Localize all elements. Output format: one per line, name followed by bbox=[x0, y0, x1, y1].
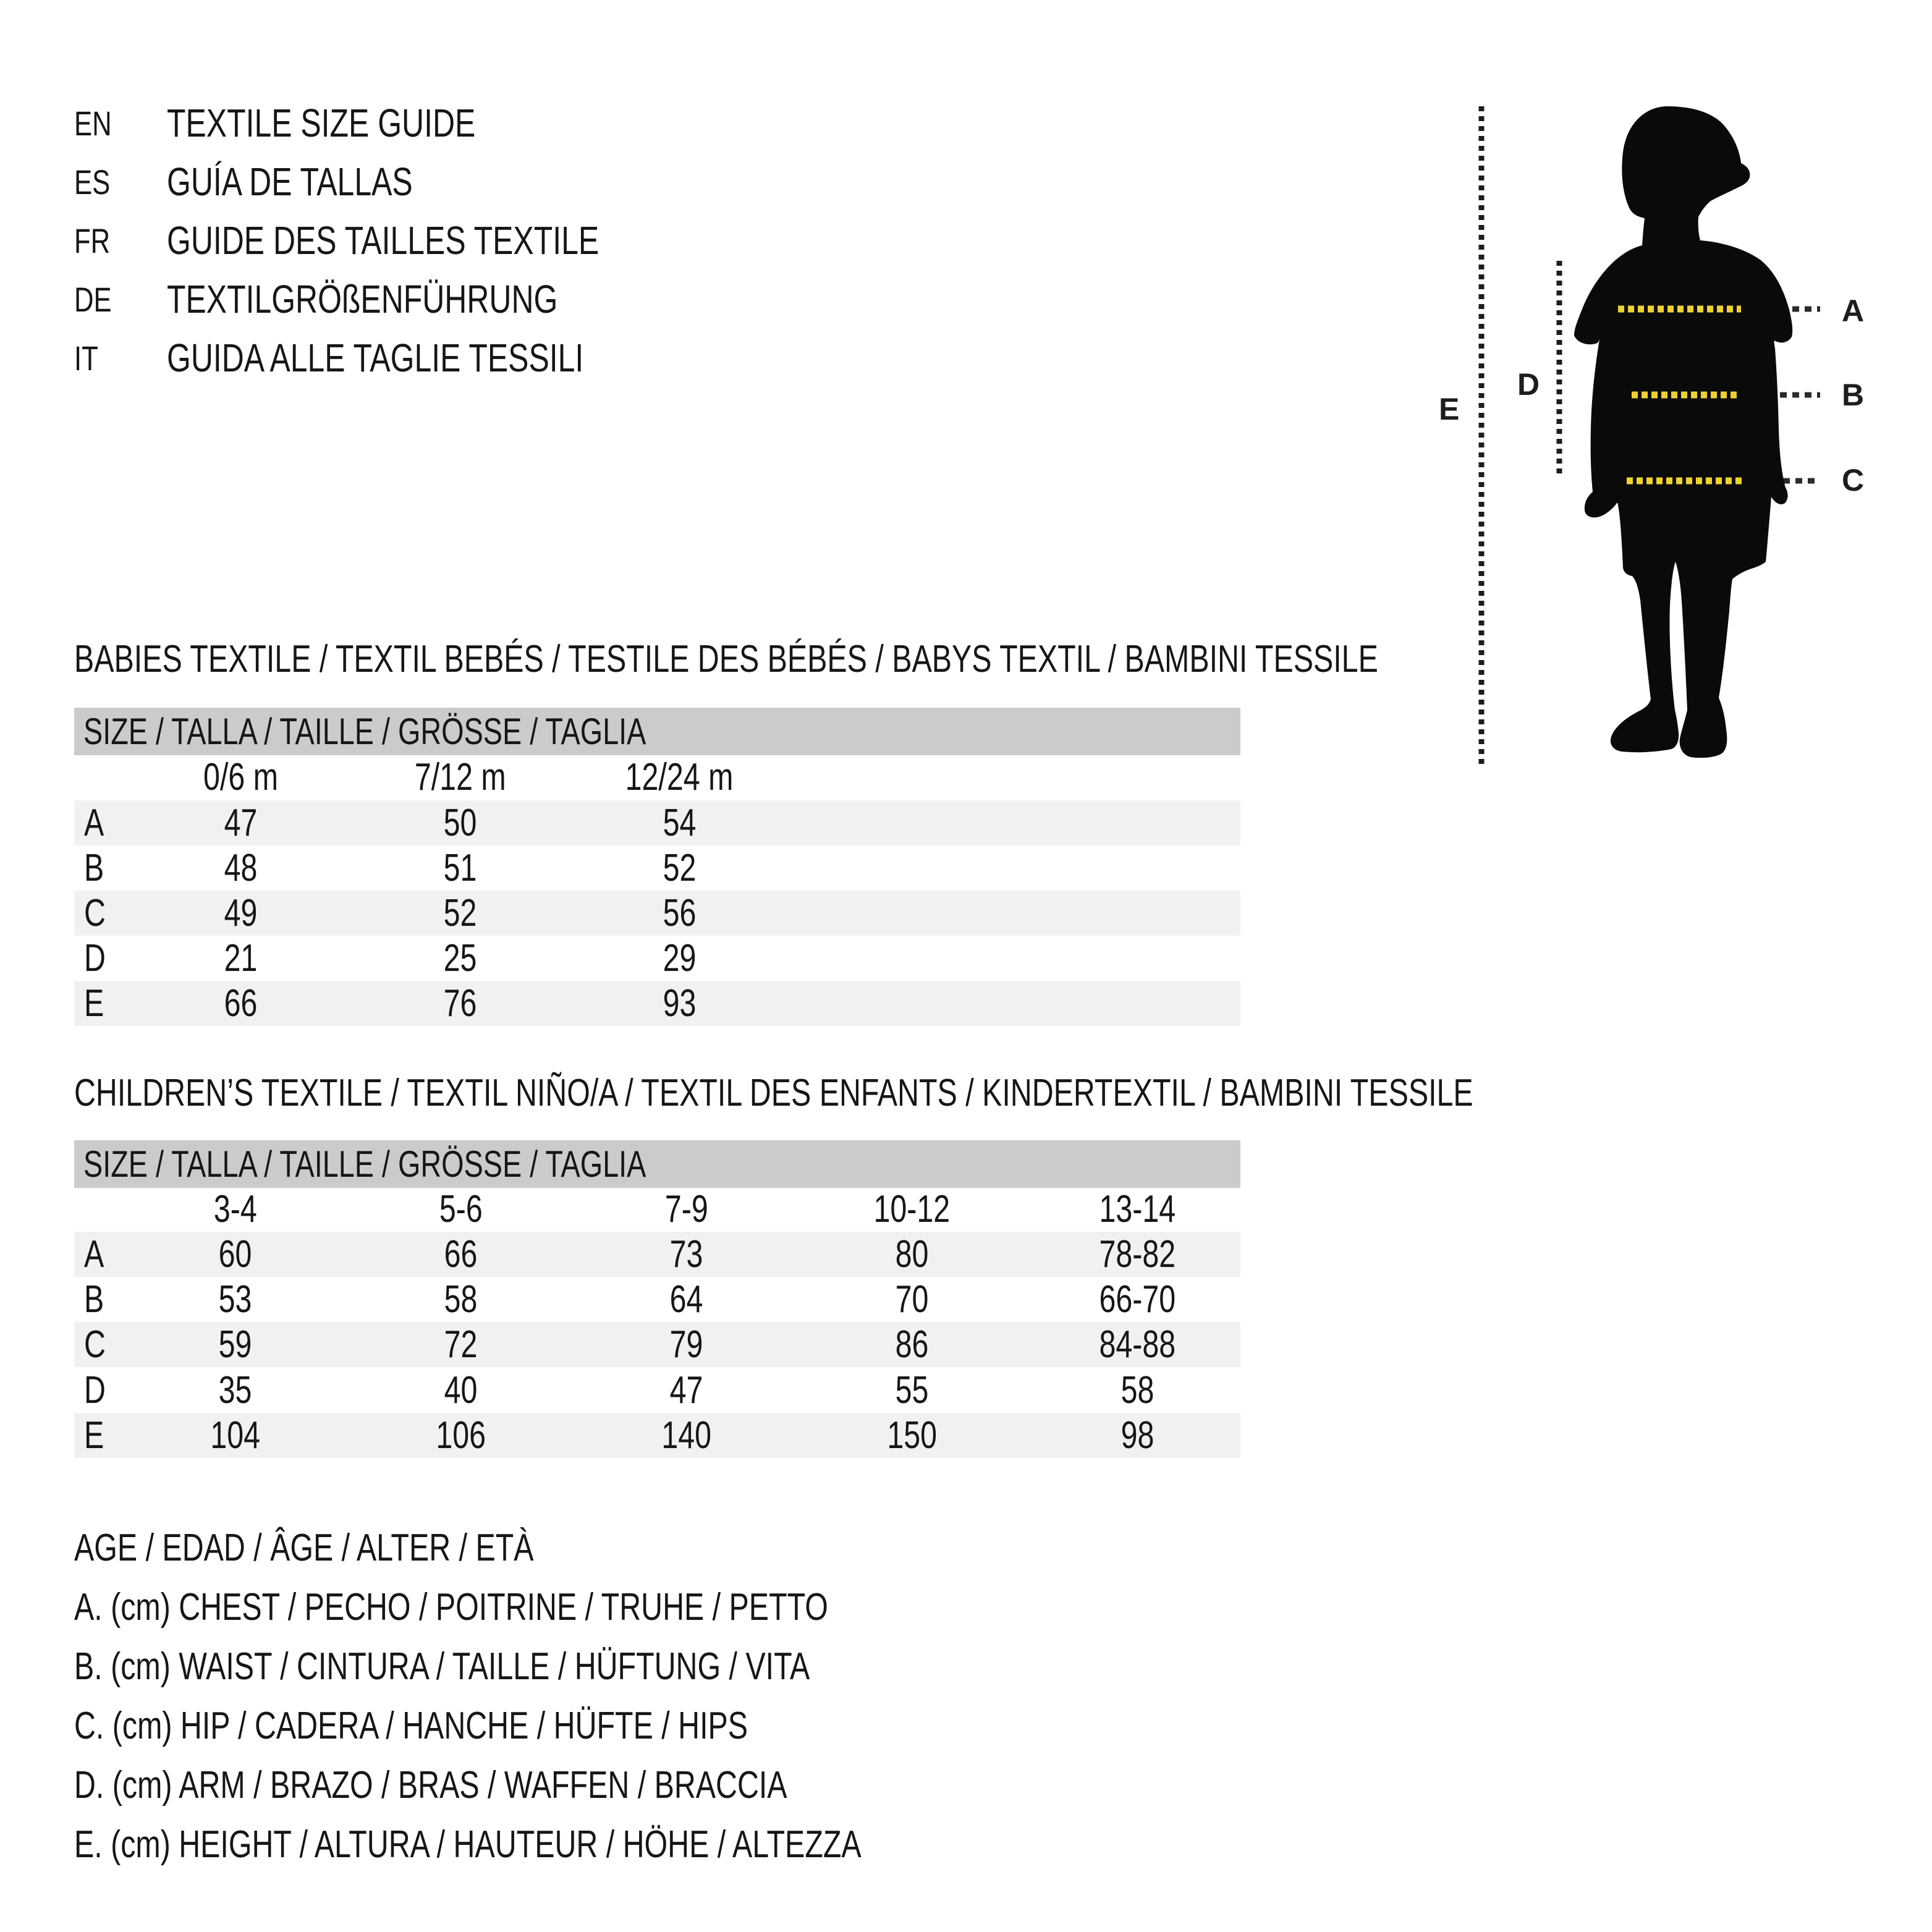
children-title: CHILDREN’S TEXTILE / TEXTIL NIÑO/A / TEXTIL DES ENFANTS / KINDERTEXTIL / BAMBINI TESSILE bbox=[74, 1071, 1473, 1114]
table-cell: 76 bbox=[443, 982, 477, 1025]
table-cell: 47 bbox=[669, 1369, 703, 1412]
table-cell: 21 bbox=[224, 937, 258, 980]
legend-line-age: AGE / EDAD / ÂGE / ALTER / ETÀ bbox=[74, 1526, 534, 1569]
table-cell: 49 bbox=[224, 892, 258, 934]
column-header: 5-6 bbox=[439, 1188, 483, 1231]
column-header: 7-9 bbox=[664, 1188, 708, 1231]
column-header: 10-12 bbox=[873, 1188, 951, 1231]
table-row bbox=[74, 891, 1240, 936]
column-header: 3-4 bbox=[213, 1188, 257, 1231]
table-cell: 80 bbox=[895, 1233, 929, 1276]
table-cell: 56 bbox=[663, 892, 697, 934]
table-cell: 53 bbox=[218, 1278, 252, 1321]
lang-title: GUIDE DES TAILLES TEXTILE bbox=[167, 218, 600, 263]
table-row bbox=[74, 981, 1240, 1026]
table-cell: 150 bbox=[887, 1414, 937, 1457]
table-cell: 78-82 bbox=[1099, 1233, 1176, 1276]
children-size-header: SIZE / TALLA / TAILLE / GRÖSSE / TAGLIA bbox=[74, 1140, 1240, 1188]
table-cell: 48 bbox=[224, 847, 258, 889]
figure-label-d: D bbox=[1517, 367, 1540, 402]
table-cell: 73 bbox=[669, 1233, 703, 1276]
table-row bbox=[74, 800, 1240, 845]
table-cell: 52 bbox=[443, 892, 477, 934]
lang-code: ES bbox=[74, 162, 111, 201]
table-cell: 84-88 bbox=[1099, 1323, 1176, 1366]
table-cell: 29 bbox=[663, 937, 697, 980]
lang-code: EN bbox=[74, 103, 112, 143]
table-cell: 40 bbox=[444, 1369, 478, 1412]
column-header: 12/24 m bbox=[625, 756, 734, 799]
table-cell: 54 bbox=[663, 802, 697, 844]
table-cell: 58 bbox=[444, 1278, 478, 1321]
table-cell: 86 bbox=[895, 1323, 929, 1366]
babies-title: BABIES TEXTILE / TEXTIL BEBÉS / TESTILE DES BÉBÉS / BABYS TEXTIL / BAMBINI TESSILE bbox=[74, 637, 1378, 680]
table-cell: 64 bbox=[669, 1278, 703, 1321]
figure-label-e: E bbox=[1439, 392, 1460, 426]
table-cell: 50 bbox=[443, 802, 477, 844]
table-row bbox=[74, 1277, 1240, 1322]
table-cell: 35 bbox=[218, 1369, 252, 1412]
table-cell: 93 bbox=[663, 982, 697, 1025]
table-cell: 66 bbox=[224, 982, 258, 1025]
table-cell: 106 bbox=[436, 1414, 486, 1457]
table-cell: 47 bbox=[224, 802, 258, 844]
table-cell: 52 bbox=[663, 847, 697, 889]
lang-title: TEXTILGRÖßENFÜHRUNG bbox=[167, 277, 558, 321]
legend-line-hip: C. (cm) HIP / CADERA / HANCHE / HÜFTE / HIPS bbox=[74, 1704, 748, 1747]
column-header: 7/12 m bbox=[414, 756, 506, 799]
table-row bbox=[74, 1368, 1240, 1413]
table-row bbox=[74, 1232, 1240, 1277]
table-cell: 98 bbox=[1121, 1414, 1155, 1457]
lang-code: DE bbox=[74, 279, 112, 319]
lang-row-fr bbox=[74, 216, 1372, 265]
children-column-header-row bbox=[74, 1187, 1240, 1232]
table-cell: 51 bbox=[443, 847, 477, 889]
row-label: E bbox=[84, 1414, 104, 1457]
table-cell: 140 bbox=[661, 1414, 711, 1457]
table-cell: 59 bbox=[218, 1323, 252, 1366]
row-label: B bbox=[84, 1278, 104, 1321]
table-row bbox=[74, 936, 1240, 981]
lang-row-it bbox=[74, 334, 1372, 382]
column-header: 0/6 m bbox=[203, 756, 278, 799]
lang-code: IT bbox=[74, 338, 98, 378]
column-header: 13-14 bbox=[1099, 1188, 1176, 1231]
row-label: C bbox=[84, 1323, 106, 1366]
table-cell: 66-70 bbox=[1099, 1278, 1176, 1321]
legend-line-chest: A. (cm) CHEST / PECHO / POITRINE / TRUHE / PETTO bbox=[74, 1585, 828, 1629]
table-cell: 25 bbox=[443, 937, 477, 980]
legend-line-arm: D. (cm) ARM / BRAZO / BRAS / WAFFEN / BRACCIA bbox=[74, 1763, 787, 1807]
table-cell: 66 bbox=[444, 1233, 478, 1276]
row-label: A bbox=[84, 1233, 104, 1276]
row-label: B bbox=[84, 847, 104, 889]
table-row bbox=[74, 1322, 1240, 1367]
lang-title: GUIDA ALLE TAGLIE TESSILI bbox=[167, 336, 584, 380]
row-label: E bbox=[84, 982, 104, 1025]
lang-title: TEXTILE SIZE GUIDE bbox=[167, 101, 476, 145]
table-cell: 58 bbox=[1121, 1369, 1155, 1412]
legend-line-waist: B. (cm) WAIST / CINTURA / TAILLE / HÜFTUNG / VITA bbox=[74, 1645, 810, 1688]
table-cell: 79 bbox=[669, 1323, 703, 1366]
figure-label-b: B bbox=[1842, 378, 1865, 412]
table-cell: 55 bbox=[895, 1369, 929, 1412]
table-cell: 104 bbox=[210, 1414, 260, 1457]
table-row bbox=[74, 845, 1240, 891]
lang-row-es bbox=[74, 158, 1372, 206]
legend-line-height: E. (cm) HEIGHT / ALTURA / HAUTEUR / HÖHE / ALTEZZA bbox=[74, 1823, 862, 1866]
figure-label-c: C bbox=[1842, 463, 1865, 498]
row-label: D bbox=[84, 1369, 106, 1412]
lang-row-en bbox=[74, 99, 1372, 147]
table-row bbox=[74, 1413, 1240, 1458]
table-cell: 60 bbox=[218, 1233, 252, 1276]
lang-row-de bbox=[74, 275, 1372, 323]
table-cell: 72 bbox=[444, 1323, 478, 1366]
figure-label-a: A bbox=[1842, 294, 1865, 328]
table-cell: 70 bbox=[895, 1278, 929, 1321]
row-label: C bbox=[84, 892, 106, 934]
row-label: A bbox=[84, 802, 104, 844]
babies-size-header: SIZE / TALLA / TAILLE / GRÖSSE / TAGLIA bbox=[74, 708, 1240, 755]
row-label: D bbox=[84, 937, 106, 980]
lang-title: GUÍA DE TALLAS bbox=[167, 159, 413, 204]
babies-column-header-row bbox=[74, 754, 1240, 800]
lang-code: FR bbox=[74, 221, 111, 260]
